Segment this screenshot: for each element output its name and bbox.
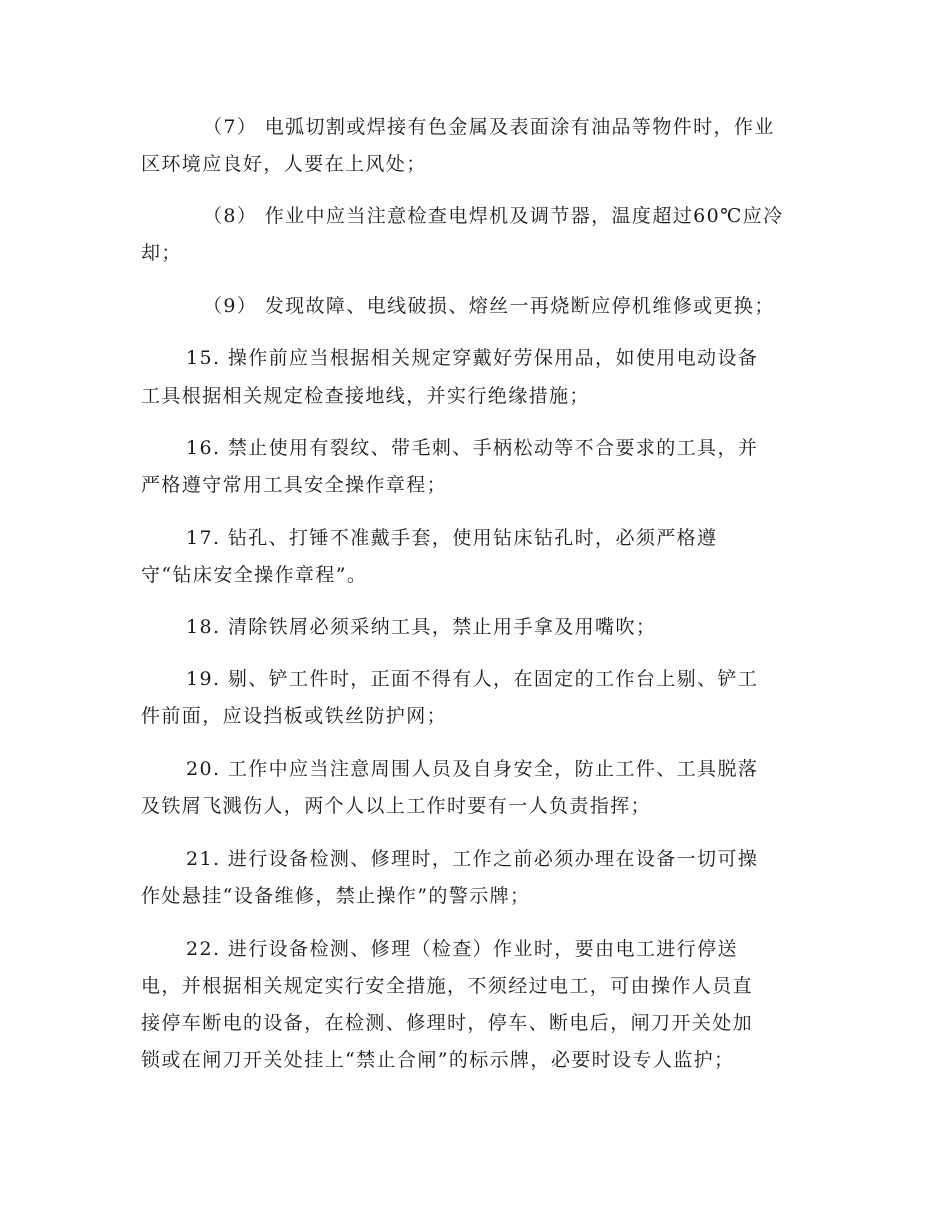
text-line-item-22-a: 22. 进行设备检测、修理（检查）作业时，要由电工进行停送 xyxy=(186,938,738,960)
text-line-item-16-b: 严格遵守常用工具安全操作章程； xyxy=(141,474,448,496)
text-line-item-22-b: 电，并根据相关规定实行安全措施，不须经过电工，可由操作人员直 xyxy=(141,975,754,997)
text-line-item-7-a: （7） 电弧切割或焊接有色金属及表面涂有油品等物件时，作业 xyxy=(203,116,775,138)
text-line-item-20-b: 及铁屑飞溅伤人，两个人以上工作时要有一人负责指挥； xyxy=(141,795,652,817)
text-line-item-8-b: 却； xyxy=(141,242,182,264)
text-line-item-7-b: 区环境应良好，人要在上风处； xyxy=(141,153,427,175)
text-line-item-21-a: 21. 进行设备检测、修理时，工作之前必须办理在设备一切可操 xyxy=(186,848,759,870)
text-line-item-9: （9） 发现故障、电线破损、熔丝一再烧断应停机维修或更换； xyxy=(203,295,775,317)
text-line-item-22-d: 锁或在闸刀开关处挂上“禁止合闸”的标示牌，必要时设专人监护； xyxy=(141,1049,735,1071)
text-line-item-17-a: 17. 钻孔、打锤不准戴手套，使用钻床钻孔时，必须严格遵 xyxy=(186,527,718,549)
text-line-item-20-a: 20. 工作中应当注意周围人员及自身安全，防止工件、工具脱落 xyxy=(186,758,759,780)
text-line-item-18: 18. 清除铁屑必须采纳工具，禁止用手拿及用嘴吹； xyxy=(186,616,657,638)
text-line-item-16-a: 16. 禁止使用有裂纹、带毛刺、手柄松动等不合要求的工具，并 xyxy=(186,437,759,459)
text-line-item-22-c: 接停车断电的设备，在检测、修理时，停车、断电后，闸刀开关处加 xyxy=(141,1012,754,1034)
text-line-item-8-a: （8） 作业中应当注意检查电焊机及调节器，温度超过60℃应冷 xyxy=(203,205,784,227)
text-line-item-15-b: 工具根据相关规定检查接地线，并实行绝缘措施； xyxy=(141,385,590,407)
text-line-item-15-a: 15. 操作前应当根据相关规定穿戴好劳保用品，如使用电动设备 xyxy=(186,347,759,369)
text-line-item-21-b: 作处悬挂“设备维修，禁止操作”的警示牌； xyxy=(141,885,531,907)
text-line-item-17-b: 守“钻床安全操作章程”。 xyxy=(141,564,368,586)
text-line-item-19-a: 19. 剔、铲工件时，正面不得有人，在固定的工作台上剔、铲工 xyxy=(186,668,759,690)
text-line-item-19-b: 件前面，应设挡板或铁丝防护网； xyxy=(141,705,448,727)
